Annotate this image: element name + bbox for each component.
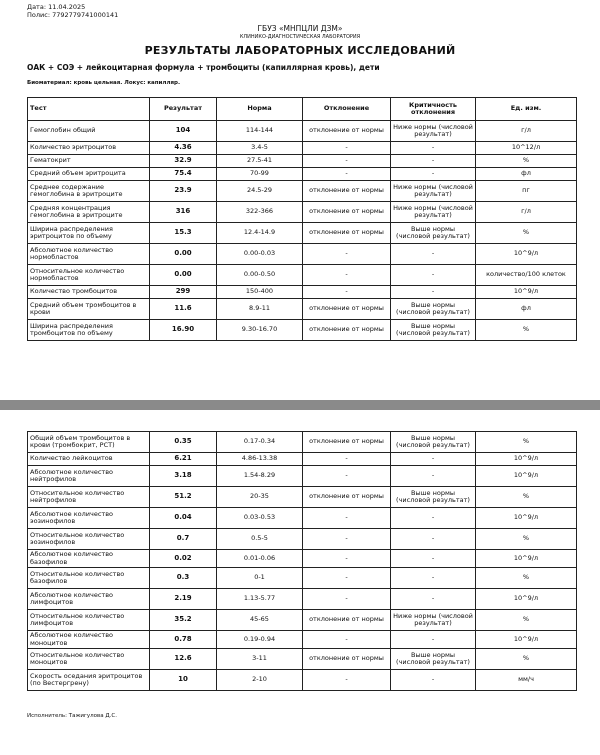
cell-unit: 10^9/л — [476, 286, 577, 299]
page-separator — [0, 400, 600, 410]
cell-criticality: Ниже нормы (числовой результат) — [391, 610, 476, 631]
col-header-result: Результат — [150, 98, 217, 121]
table-row — [28, 568, 577, 589]
cell-deviation: отклонение от нормы — [303, 299, 391, 320]
cell-test: Абсолютное количество лимфоцитов — [28, 589, 150, 610]
cell-norm: 8.9-11 — [217, 299, 303, 320]
table-row — [28, 610, 577, 631]
table-row — [28, 550, 577, 568]
cell-test: Количество эритроцитов — [28, 142, 150, 155]
cell-test: Относительное количество лимфоцитов — [28, 610, 150, 631]
cell-criticality: Выше нормы (числовой результат) — [391, 223, 476, 244]
cell-deviation: - — [303, 589, 391, 610]
cell-result: 15.3 — [150, 223, 217, 244]
table-row — [28, 265, 577, 286]
cell-result: 2.19 — [150, 589, 217, 610]
cell-criticality: Выше нормы (числовой результат) — [391, 320, 476, 341]
cell-norm: 2-10 — [217, 670, 303, 691]
cell-result: 4.36 — [150, 142, 217, 155]
cell-test: Абсолютное количество моноцитов — [28, 631, 150, 649]
header-meta — [27, 3, 118, 19]
cell-result: 299 — [150, 286, 217, 299]
cell-unit: % — [476, 320, 577, 341]
cell-criticality: - — [391, 568, 476, 589]
cell-deviation: отклонение от нормы — [303, 649, 391, 670]
cell-result: 0.3 — [150, 568, 217, 589]
executor: Исполнитель: Тажигулова Д.С. — [27, 713, 118, 719]
table-row — [28, 466, 577, 487]
cell-unit: % — [476, 155, 577, 168]
cell-criticality: Ниже нормы (числовой результат) — [391, 121, 476, 142]
cell-test: Общий объем тромбоцитов в крови (тромбокрит, PCT) — [28, 432, 150, 453]
cell-deviation: отклонение от нормы — [303, 223, 391, 244]
cell-deviation: - — [303, 142, 391, 155]
cell-result: 3.18 — [150, 466, 217, 487]
cell-result: 0.00 — [150, 265, 217, 286]
cell-unit: мм/ч — [476, 670, 577, 691]
cell-criticality: - — [391, 265, 476, 286]
cell-norm: 9.30-16.70 — [217, 320, 303, 341]
report-date: Дата: 11.04.2025 — [27, 3, 86, 11]
cell-result: 0.78 — [150, 631, 217, 649]
cell-norm: 0.17-0.34 — [217, 432, 303, 453]
cell-criticality: Выше нормы (числовой результат) — [391, 649, 476, 670]
cell-norm: 20-35 — [217, 487, 303, 508]
cell-deviation: - — [303, 244, 391, 265]
col-header-criticality: Критичность отклонения — [391, 98, 476, 121]
cell-criticality: - — [391, 244, 476, 265]
cell-test: Гемоглобин общий — [28, 121, 150, 142]
cell-criticality: - — [391, 286, 476, 299]
cell-unit: 10^9/л — [476, 453, 577, 466]
cell-norm: 27.5-41 — [217, 155, 303, 168]
cell-result: 0.04 — [150, 508, 217, 529]
table-row — [28, 299, 577, 320]
table-row — [28, 589, 577, 610]
cell-test: Абсолютное количество нейтрофилов — [28, 466, 150, 487]
col-header-test: Тест — [28, 98, 150, 121]
cell-deviation: - — [303, 168, 391, 181]
cell-deviation: отклонение от нормы — [303, 320, 391, 341]
cell-result: 10 — [150, 670, 217, 691]
cell-result: 6.21 — [150, 453, 217, 466]
cell-norm: 322-366 — [217, 202, 303, 223]
table-row — [28, 670, 577, 691]
cell-norm: 12.4-14.9 — [217, 223, 303, 244]
cell-deviation: - — [303, 466, 391, 487]
cell-norm: 4.86-13.38 — [217, 453, 303, 466]
cell-deviation: - — [303, 265, 391, 286]
cell-unit: фл — [476, 299, 577, 320]
cell-deviation: - — [303, 550, 391, 568]
cell-norm: 1.54-8.29 — [217, 466, 303, 487]
cell-test: Абсолютное количество нормобластов — [28, 244, 150, 265]
cell-criticality: - — [391, 155, 476, 168]
cell-unit: % — [476, 487, 577, 508]
cell-unit: количество/100 клеток — [476, 265, 577, 286]
cell-result: 51.2 — [150, 487, 217, 508]
table-row — [28, 649, 577, 670]
cell-result: 0.02 — [150, 550, 217, 568]
table-row — [28, 202, 577, 223]
cell-norm: 150-400 — [217, 286, 303, 299]
cell-criticality: Ниже нормы (числовой результат) — [391, 181, 476, 202]
cell-result: 16.90 — [150, 320, 217, 341]
cell-result: 0.00 — [150, 244, 217, 265]
cell-criticality: Ниже нормы (числовой результат) — [391, 202, 476, 223]
cell-test: Средняя концентрация гемоглобина в эритроците — [28, 202, 150, 223]
cell-unit: 10^9/л — [476, 631, 577, 649]
cell-deviation: - — [303, 286, 391, 299]
table-row — [28, 529, 577, 550]
table-row — [28, 244, 577, 265]
cell-norm: 0-1 — [217, 568, 303, 589]
cell-unit: г/л — [476, 121, 577, 142]
cell-test: Средний объем тромбоцитов в крови — [28, 299, 150, 320]
cell-deviation: отклонение от нормы — [303, 121, 391, 142]
table-row — [28, 155, 577, 168]
cell-criticality: - — [391, 168, 476, 181]
cell-unit: 10^9/л — [476, 589, 577, 610]
table-row — [28, 320, 577, 341]
cell-norm: 24.5-29 — [217, 181, 303, 202]
cell-result: 316 — [150, 202, 217, 223]
table-row — [28, 181, 577, 202]
cell-unit: пг — [476, 181, 577, 202]
col-header-deviation: Отклонение — [303, 98, 391, 121]
cell-norm: 3.4-5 — [217, 142, 303, 155]
organization-subtitle: КЛИНИКО-ДИАГНОСТИЧЕСКАЯ ЛАБОРАТОРИЯ — [239, 34, 361, 40]
results-table-1 — [27, 97, 577, 341]
cell-deviation: отклонение от нормы — [303, 610, 391, 631]
cell-unit: % — [476, 649, 577, 670]
cell-criticality: Выше нормы (числовой результат) — [391, 487, 476, 508]
cell-test: Относительное количество эозинофилов — [28, 529, 150, 550]
cell-deviation: отклонение от нормы — [303, 181, 391, 202]
cell-unit: 10^9/л — [476, 550, 577, 568]
cell-test: Абсолютное количество базофилов — [28, 550, 150, 568]
cell-result: 35.2 — [150, 610, 217, 631]
cell-test: Абсолютное количество эозинофилов — [28, 508, 150, 529]
col-header-unit: Ед. изм. — [476, 98, 577, 121]
table-row — [28, 142, 577, 155]
table-row — [28, 121, 577, 142]
cell-result: 11.6 — [150, 299, 217, 320]
report-title: РЕЗУЛЬТАТЫ ЛАБОРАТОРНЫХ ИССЛЕДОВАНИЙ — [144, 44, 456, 57]
cell-norm: 0.00-0.50 — [217, 265, 303, 286]
cell-criticality: Выше нормы (числовой результат) — [391, 299, 476, 320]
cell-norm: 0.19-0.94 — [217, 631, 303, 649]
cell-test: Ширина распределения тромбоцитов по объему — [28, 320, 150, 341]
cell-unit: 10^9/л — [476, 508, 577, 529]
cell-unit: 10^9/л — [476, 466, 577, 487]
cell-deviation: отклонение от нормы — [303, 202, 391, 223]
cell-norm: 3-11 — [217, 649, 303, 670]
cell-unit: % — [476, 529, 577, 550]
cell-result: 23.9 — [150, 181, 217, 202]
cell-deviation: - — [303, 529, 391, 550]
cell-unit: % — [476, 223, 577, 244]
cell-norm: 0.03-0.53 — [217, 508, 303, 529]
cell-criticality: - — [391, 466, 476, 487]
cell-test: Относительное количество моноцитов — [28, 649, 150, 670]
cell-criticality: - — [391, 631, 476, 649]
table-header-row — [28, 98, 577, 121]
cell-norm: 45-65 — [217, 610, 303, 631]
cell-test: Относительное количество нормобластов — [28, 265, 150, 286]
cell-test: Количество лейкоцитов — [28, 453, 150, 466]
cell-test: Гематокрит — [28, 155, 150, 168]
cell-unit: 10^12/л — [476, 142, 577, 155]
table-row — [28, 453, 577, 466]
cell-deviation: - — [303, 631, 391, 649]
table-row — [28, 508, 577, 529]
cell-unit: % — [476, 610, 577, 631]
table-row — [28, 432, 577, 453]
col-header-norm: Норма — [217, 98, 303, 121]
cell-result: 0.7 — [150, 529, 217, 550]
cell-result: 75.4 — [150, 168, 217, 181]
table-row — [28, 631, 577, 649]
cell-norm: 70-99 — [217, 168, 303, 181]
table-row — [28, 487, 577, 508]
cell-criticality: - — [391, 142, 476, 155]
cell-deviation: отклонение от нормы — [303, 487, 391, 508]
table-row — [28, 223, 577, 244]
results-table-2 — [27, 431, 577, 691]
cell-norm: 1.13-5.77 — [217, 589, 303, 610]
cell-criticality: - — [391, 508, 476, 529]
cell-result: 104 — [150, 121, 217, 142]
cell-criticality: - — [391, 529, 476, 550]
cell-test: Средний объем эритроцита — [28, 168, 150, 181]
cell-result: 12.6 — [150, 649, 217, 670]
cell-unit: % — [476, 432, 577, 453]
cell-unit: % — [476, 568, 577, 589]
cell-deviation: - — [303, 568, 391, 589]
cell-norm: 0.01-0.06 — [217, 550, 303, 568]
cell-norm: 114-144 — [217, 121, 303, 142]
cell-norm: 0.5-5 — [217, 529, 303, 550]
cell-criticality: Выше нормы (числовой результат) — [391, 432, 476, 453]
policy-number: Полис: 7792779741000141 — [27, 11, 119, 19]
cell-unit: 10^9/л — [476, 244, 577, 265]
test-panel-name: ОАК + СОЭ + лейкоцитарная формула + тромбоциты (капиллярная кровь), дети — [27, 63, 380, 72]
report-page-2 — [0, 410, 600, 755]
cell-test: Относительное количество базофилов — [28, 568, 150, 589]
cell-criticality: - — [391, 670, 476, 691]
cell-deviation: - — [303, 670, 391, 691]
cell-deviation: - — [303, 155, 391, 168]
cell-unit: г/л — [476, 202, 577, 223]
cell-result: 0.35 — [150, 432, 217, 453]
cell-test: Среднее содержание гемоглобина в эритроците — [28, 181, 150, 202]
cell-unit: фл — [476, 168, 577, 181]
cell-test: Количество тромбоцитов — [28, 286, 150, 299]
biomaterial-info: Биоматериал: кровь цельная. Локус: капилляр. — [27, 80, 181, 86]
cell-deviation: - — [303, 508, 391, 529]
cell-deviation: - — [303, 453, 391, 466]
cell-criticality: - — [391, 453, 476, 466]
cell-test: Относительное количество нейтрофилов — [28, 487, 150, 508]
cell-test: Скорость оседания эритроцитов (по Вестергрену) — [28, 670, 150, 691]
cell-deviation: отклонение от нормы — [303, 432, 391, 453]
cell-criticality: - — [391, 550, 476, 568]
cell-norm: 0.00-0.03 — [217, 244, 303, 265]
table-row — [28, 168, 577, 181]
cell-test: Ширина распределения эритроцитов по объему — [28, 223, 150, 244]
cell-criticality: - — [391, 589, 476, 610]
organization-name: ГБУЗ «МНПЦЛИ ДЗМ» — [257, 24, 343, 33]
cell-result: 32.9 — [150, 155, 217, 168]
table-row — [28, 286, 577, 299]
